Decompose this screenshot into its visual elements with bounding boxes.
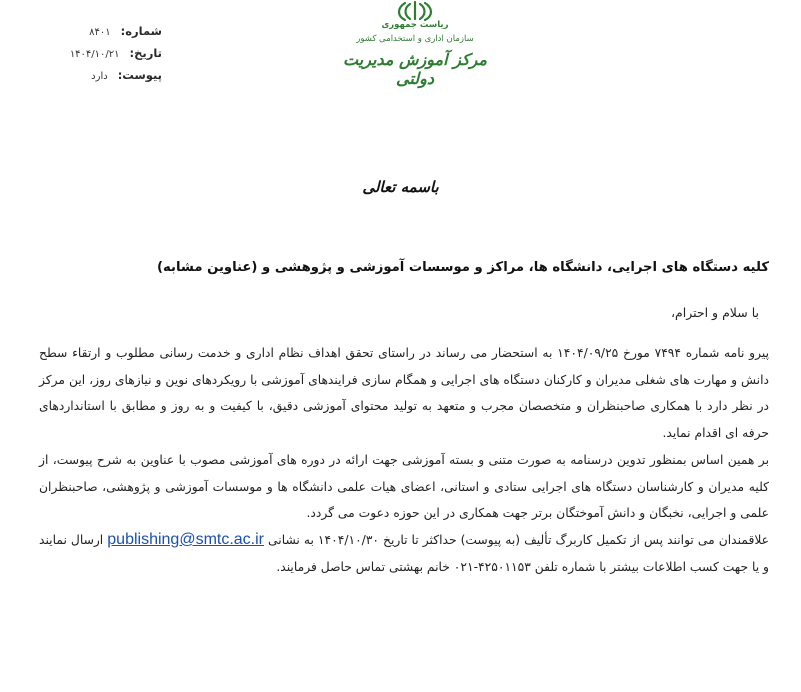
meta-date-row <box>22 42 162 64</box>
paragraph-2: بر همین اساس بمنظور تدوین درسنامه به صورت متنی و بسته آموزشی جهت ارائه در دوره های آموزشی مصوب با عناوین به شرح پیوست، از کلیه مدیران و کارشناسان دستگاه های اجرایی ستادی و استانی، اعضای هیات علمی دانشگاه ها و موسسات آموزشی و پژوهشی، صاحبنظران علمی و اجرایی، نخبگان و دانش آموختگان برتر جهت همکاری در این حوزه دعوت می گردد. <box>39 452 769 521</box>
attachment-value: دارد <box>91 71 108 82</box>
paragraph-3-after-email: ارسال نمایند و یا جهت کسب اطلاعات بیشتر با شماره تلفن ۴۲۵۰۱۱۵۳-۰۲۱ خانم بهشتی تماس حاصل فرمایند. <box>39 532 769 574</box>
number-label: شماره: <box>120 24 162 38</box>
meta-attachment-row <box>22 64 162 86</box>
logo-line-presidency: ریاست جمهوری <box>381 20 449 30</box>
organization-logo <box>330 0 500 90</box>
salutation: با سلام و احترام، <box>670 305 759 320</box>
addressee-line: کلیه دستگاه های اجرایی، دانشگاه ها، مراکز و موسسات آموزشی و پژوهشی و (عناوین مشابه) <box>156 260 769 275</box>
paragraph-3-before-email: علاقمندان می توانند پس از تکمیل کاربرگ تألیف (به پیوست) حداکثر تا تاریخ ۱۴۰۴/۱۰/۳۰ به نشانی <box>264 532 769 547</box>
paragraph-3 <box>39 527 769 580</box>
paragraph-1: پیرو نامه شماره ۷۴۹۴ مورخ ۱۴۰۴/۰۹/۲۵ به استحضار می رساند در راستای تحقق اهداف نظام اداری و خدمت رسانی مطلوب و ارتقاء سطح دانش و مهارت های شغلی مدیران و کارکنان دستگاه های اجرایی و همگام سازی فرایندهای آموزشی با رویکردهای نوین و نیازهای روز، این مرکز در نظر دارد با همکاری صاحبنظران و متخصصان مجرب و متعهد به تولید محتوای آموزشی دقیق، با کیفیت و به روز و مطابق با استانداردهای حرفه ای اقدام نماید. <box>39 346 769 441</box>
letter-body <box>39 340 769 580</box>
invocation-heading: باسمه تعالی <box>362 178 439 196</box>
number-value: ۸۴۰۱ <box>89 27 111 38</box>
logo-line-organization: سازمان اداری و استخدامی کشور <box>356 34 474 44</box>
letter-meta <box>22 20 162 86</box>
logo-line-center: مرکز آموزش مدیریت دولتی <box>343 50 487 88</box>
date-value: ۱۴۰۴/۱۰/۲۱ <box>69 49 120 60</box>
meta-number-row <box>22 20 162 42</box>
email-link[interactable]: publishing@smtc.ac.ir <box>107 530 265 548</box>
date-label: تاریخ: <box>129 46 162 60</box>
attachment-label: پیوست: <box>117 68 162 82</box>
iran-emblem-icon <box>393 0 437 22</box>
